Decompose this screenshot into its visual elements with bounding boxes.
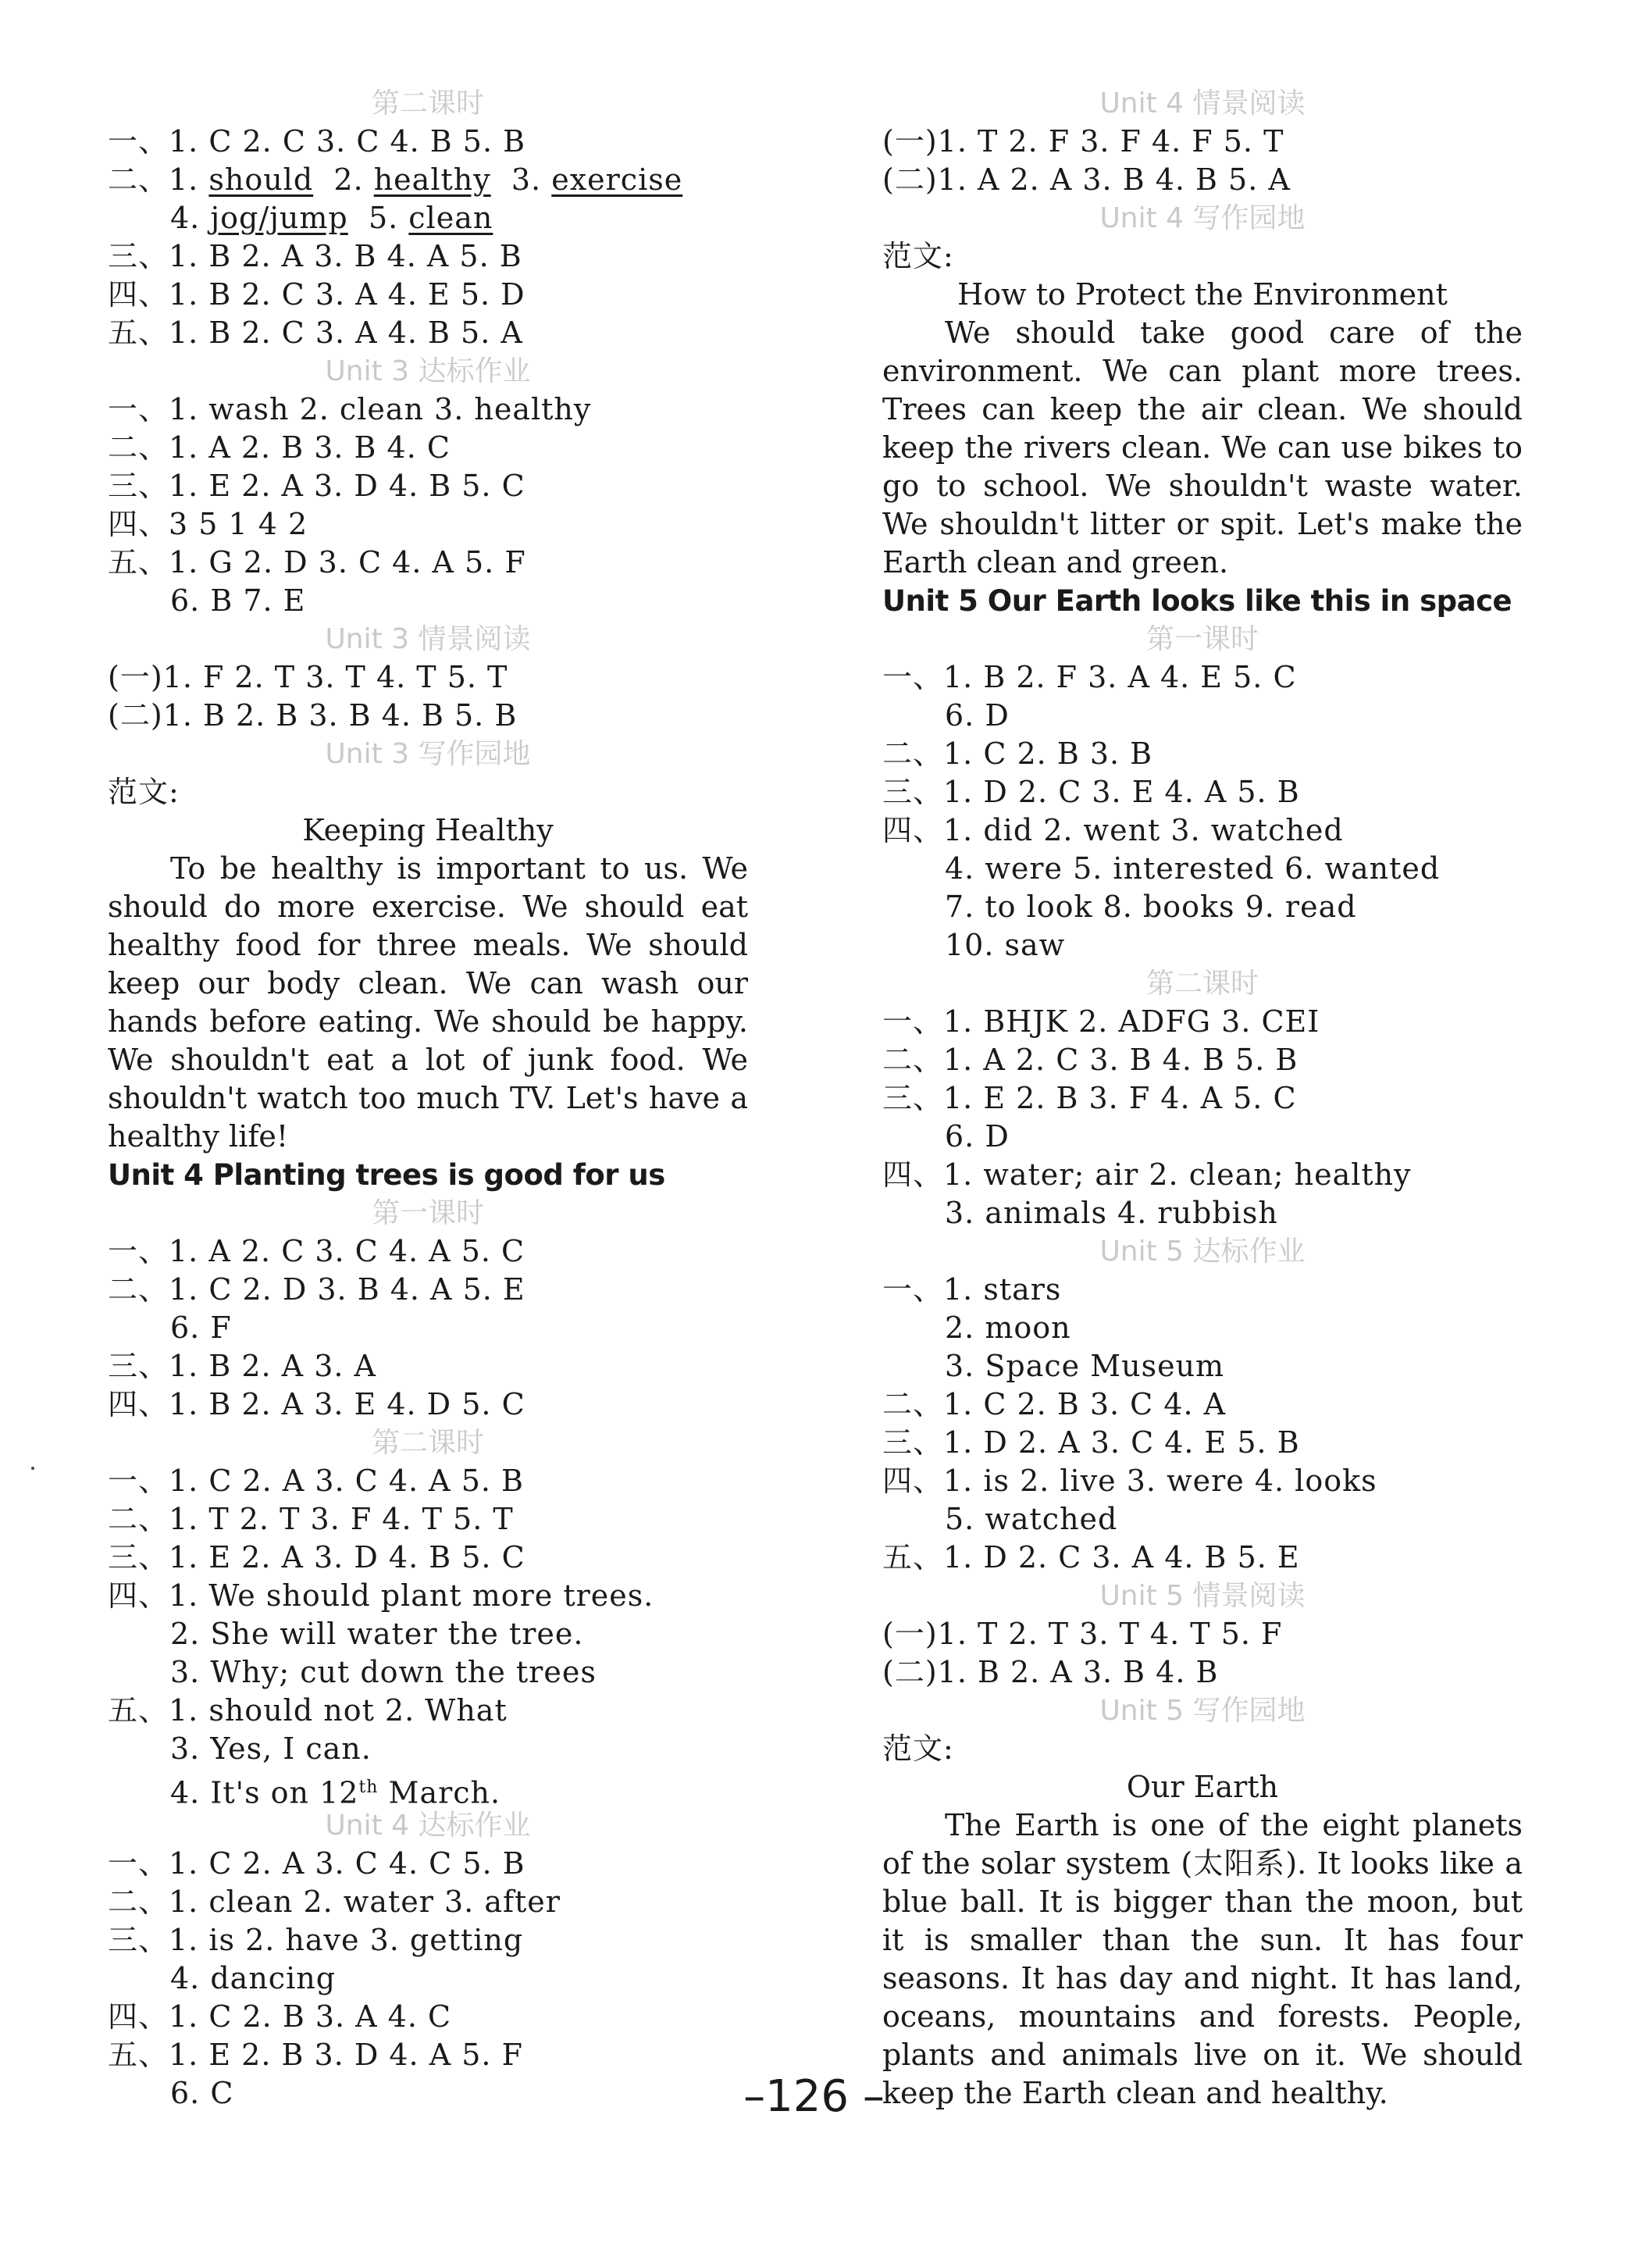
underlined-answer: healthy	[373, 162, 491, 197]
right-column	[882, 84, 1523, 2113]
answer-number: 4.	[170, 201, 201, 235]
answer-number: 3.	[511, 162, 542, 197]
answer-line: 一、1. C 2. A 3. C 4. C 5. B	[108, 1846, 525, 1881]
answer-text: March.	[378, 1775, 501, 1810]
answer-line: 二、1. C 2. B 3. B	[882, 736, 1153, 771]
answer-line: 6. C	[170, 2076, 234, 2110]
answer-line: 4. were 5. interested 6. wanted	[945, 851, 1441, 886]
answer-line: 五、1. G 2. D 3. C 4. A 5. F	[108, 545, 526, 579]
answer-line: 四、1. B 2. A 3. E 4. D 5. C	[108, 1387, 525, 1421]
essay-title: Our Earth	[1126, 1770, 1279, 1804]
answer-line: 二、1. clean 2. water 3. after	[108, 1885, 561, 1919]
answer-line: 四、1. did 2. went 3. watched	[882, 813, 1344, 847]
answer-line: 一、1. wash 2. clean 3. healthy	[108, 392, 592, 426]
section-heading: 第二课时	[1145, 968, 1259, 1000]
section-heading: 第一课时	[371, 1197, 484, 1229]
answer-line: 四、3 5 1 4 2	[108, 507, 308, 541]
answer-line: 五、1. E 2. B 3. D 4. A 5. F	[108, 2038, 523, 2072]
section-heading: Unit 3 写作园地	[325, 738, 531, 770]
answer-line: 一、1. B 2. F 3. A 4. E 5. C	[882, 660, 1297, 694]
page-number: –126 –	[743, 2071, 885, 2122]
answer-line: 二、1. C 2. B 3. C 4. A	[882, 1387, 1227, 1421]
answer-line: 三、1. is 2. have 3. getting	[108, 1923, 524, 1957]
essay-paragraph: To be healthy is important to us. We should do more exercise. We should eat healthy food for three meals. We should keep our body clean. We can wash our hands before eating. We should be happy. We shouldn't eat a lot of junk food. We shouldn't watch too much TV. Let's have a healthy life!	[108, 851, 748, 1154]
answer-line: 2. She will water the tree.	[170, 1617, 584, 1651]
answer-line: 二、1. A 2. C 3. B 4. B 5. B	[882, 1043, 1298, 1077]
answer-line: 三、1. D 2. C 3. E 4. A 5. B	[882, 775, 1300, 809]
section-heading: 第二课时	[371, 1427, 484, 1459]
answer-line: 6. D	[945, 1119, 1010, 1154]
answer-line: (二)1. B 2. A 3. B 4. B	[882, 1655, 1219, 1689]
stray-mark	[31, 1467, 34, 1470]
answer-line: 五、1. should not 2. What	[108, 1693, 508, 1728]
underlined-answer: should	[208, 162, 314, 197]
section-heading: Unit 5 写作园地	[1099, 1695, 1306, 1727]
answer-line: 三、1. D 2. A 3. C 4. E 5. B	[882, 1425, 1300, 1460]
answer-line: 3. Space Museum	[945, 1349, 1225, 1383]
answer-line: 四、1. We should plant more trees.	[108, 1578, 654, 1613]
answer-line: 3. Yes, I can.	[170, 1731, 372, 1766]
essay-paragraph: The Earth is one of the eight planets of the solar system (太阳系). It looks like a blue ball. It is bigger than the moon, but it is smaller than the sun. It has four seasons. It has day and night. It has land, oceans, mountains and forests. People, plants and animals live on it. We should keep the Earth clean and healthy.	[882, 1808, 1523, 2110]
left-column	[108, 84, 748, 2113]
answer-line: 四、1. is 2. live 3. were 4. looks	[882, 1464, 1377, 1498]
underlined-answer: jog/jump	[210, 201, 348, 235]
answer-line: (二)1. B 2. B 3. B 4. B 5. B	[108, 698, 518, 733]
answer-line: 6. D	[945, 698, 1010, 733]
answer-number: 5.	[368, 201, 399, 235]
answer-line: (一)1. T 2. T 3. T 4. T 5. F	[882, 1617, 1283, 1651]
answer-line: 三、1. B 2. A 3. B 4. A 5. B	[108, 239, 522, 273]
answer-line: (二)1. A 2. A 3. B 4. B 5. A	[882, 162, 1291, 197]
answer-line: 6. F	[170, 1311, 232, 1345]
section-heading: Unit 5 达标作业	[1099, 1236, 1306, 1268]
answer-line	[108, 199, 748, 237]
essay-paragraph: We should take good care of the environment. We can plant more trees. Trees can keep the air clean. We should keep the rivers clean. We can use bikes to go to school. We shouldn't waste water. We shouldn't litter or spit. Let's make the Earth clean and green.	[882, 316, 1523, 579]
answer-line: 3. animals 4. rubbish	[945, 1196, 1278, 1230]
sample-label: 范文:	[882, 239, 954, 273]
section-heading: Unit 4 达标作业	[325, 1810, 531, 1842]
superscript: th	[358, 1778, 379, 1797]
answer-line: 五、1. B 2. C 3. A 4. B 5. A	[108, 316, 523, 350]
section-heading: Unit 3 情景阅读	[325, 623, 531, 655]
answer-line: 四、1. water; air 2. clean; healthy	[882, 1157, 1412, 1192]
answer-line: 10. saw	[945, 928, 1066, 962]
section-heading: Unit 4 写作园地	[1099, 202, 1306, 234]
answer-line: 6. B 7. E	[170, 583, 306, 618]
answer-number: 2.	[333, 162, 364, 197]
answer-line: 五、1. D 2. C 3. A 4. B 5. E	[882, 1540, 1300, 1574]
answer-line: (一)1. F 2. T 3. T 4. T 5. T	[108, 660, 508, 694]
unit-heading: Unit 5 Our Earth looks like this in space	[882, 584, 1512, 618]
answer-line: 2. moon	[945, 1311, 1071, 1345]
answer-line: 4. dancing	[170, 1961, 337, 1995]
answer-prefix: 二、1.	[108, 162, 199, 197]
answer-line: 二、1. T 2. T 3. F 4. T 5. T	[108, 1502, 514, 1536]
answer-line: 5. watched	[945, 1502, 1118, 1536]
answer-line: 一、1. stars	[882, 1272, 1062, 1307]
answer-line: 四、1. B 2. C 3. A 4. E 5. D	[108, 277, 525, 312]
sample-label: 范文:	[882, 1731, 954, 1766]
answer-line: 7. to look 8. books 9. read	[945, 890, 1357, 924]
section-heading: 第一课时	[1145, 623, 1259, 655]
answer-line: 四、1. C 2. B 3. A 4. C	[108, 1999, 452, 2034]
section-heading: 第二课时	[371, 87, 484, 119]
essay-title: How to Protect the Environment	[957, 277, 1448, 312]
answer-line	[108, 1768, 748, 1810]
section-heading: Unit 3 达标作业	[325, 355, 531, 387]
answer-line: 3. Why; cut down the trees	[170, 1655, 597, 1689]
answer-line: 一、1. BHJK 2. ADFG 3. CEI	[882, 1004, 1320, 1039]
section-heading: Unit 4 情景阅读	[1099, 87, 1306, 119]
underlined-answer: clean	[408, 201, 493, 235]
section-heading: Unit 5 情景阅读	[1099, 1580, 1306, 1612]
essay-title: Keeping Healthy	[302, 813, 554, 847]
answer-line: 二、1. A 2. B 3. B 4. C	[108, 430, 451, 465]
answer-text: 4. It's on 12	[170, 1775, 359, 1810]
sample-label: 范文:	[108, 775, 180, 809]
answer-line: 三、1. B 2. A 3. A	[108, 1349, 376, 1383]
answer-line: 一、1. C 2. A 3. C 4. A 5. B	[108, 1464, 524, 1498]
answer-line: (一)1. T 2. F 3. F 4. F 5. T	[882, 124, 1284, 159]
answer-line: 一、1. A 2. C 3. C 4. A 5. C	[108, 1234, 525, 1268]
answer-line: 三、1. E 2. A 3. D 4. B 5. C	[108, 1540, 525, 1574]
answer-line: 三、1. E 2. A 3. D 4. B 5. C	[108, 469, 525, 503]
answer-line	[108, 161, 748, 199]
answer-line: 三、1. E 2. B 3. F 4. A 5. C	[882, 1081, 1297, 1115]
unit-heading: Unit 4 Planting trees is good for us	[108, 1158, 665, 1192]
answer-line: 二、1. C 2. D 3. B 4. A 5. E	[108, 1272, 525, 1307]
answer-line: 一、1. C 2. C 3. C 4. B 5. B	[108, 124, 526, 159]
underlined-answer: exercise	[551, 162, 683, 197]
